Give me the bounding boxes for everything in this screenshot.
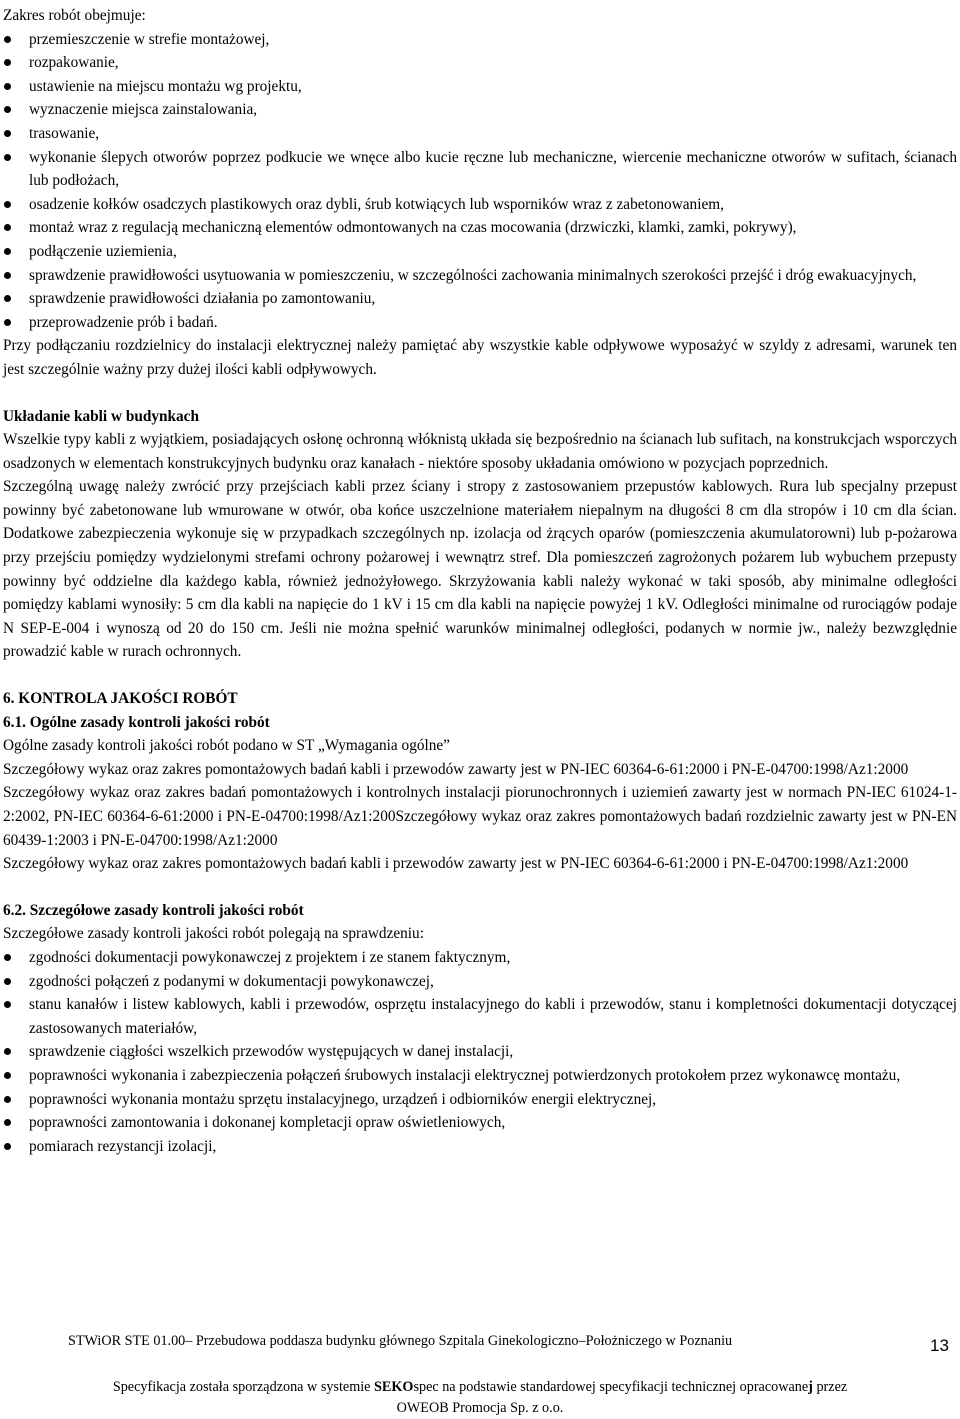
section-6-2-intro: Szczegółowe zasady kontroli jakości robót polegają na sprawdzeniu: xyxy=(3,925,424,943)
list-item: stanu kanałów i listew kablowych, kabli i przewodów, osprzętu instalacyjnego do kabli i przewodów, stanu i kompletności dokumentacji dotyczącej zastosowanych materiałów, xyxy=(3,993,957,1040)
list-item: zgodności połączeń z podanymi w dokumentacji powykonawczej, xyxy=(3,970,957,994)
list-item: montaż wraz z regulacją mechaniczną elementów odmontowanych na czas mocowania (drzwiczki, klamki, zamki, pokrywy), xyxy=(3,216,957,240)
list-item: przeprowadzenie prób i badań. xyxy=(3,311,957,335)
cables-paragraph-1: Wszelkie typy kabli z wyjątkiem, posiadających osłonę ochronną włóknistą układa się bezpośrednio na ścianach lub sufitach, na konstrukcjach wsporczych osadzonych w elementach konstrukcyjnych budynku oraz kanałach - niektóre sposoby układania omówiono w pozycjach poprzednich. xyxy=(3,431,957,472)
list-item: poprawności zamontowania i dokonanej kompletacji opraw oświetleniowych, xyxy=(3,1111,957,1135)
list-item: przemieszczenie w strefie montażowej, xyxy=(3,28,957,52)
footer-spec-letter: j xyxy=(808,1379,813,1395)
page-content xyxy=(3,4,957,1158)
list-item: podłączenie uziemienia, xyxy=(3,240,957,264)
list-item: wyznaczenie miejsca zainstalowania, xyxy=(3,98,957,122)
list-item: sprawdzenie prawidłowości działania po zamontowaniu, xyxy=(3,287,957,311)
list-item: trasowanie, xyxy=(3,122,957,146)
list-item: rozpakowanie, xyxy=(3,51,957,75)
spacer xyxy=(3,876,957,899)
spacer xyxy=(3,664,957,687)
list-item: osadzenie kołków osadczych plastikowych oraz dybli, śrub kotwiących lub wsporników wraz z zabetonowaniem, xyxy=(3,193,957,217)
spacer xyxy=(3,382,957,405)
cables-heading: Układanie kabli w budynkach xyxy=(3,407,199,425)
section-6-heading: 6. KONTROLA JAKOŚCI ROBÓT xyxy=(3,690,238,708)
footer-spec-line-1 xyxy=(0,1377,960,1398)
section-6-1-paragraph-1: Ogólne zasady kontroli jakości robót podano w ST „Wymagania ogólne” xyxy=(3,737,450,755)
list-item: zgodności dokumentacji powykonawczej z projektem i ze stanem faktycznym, xyxy=(3,946,957,970)
quality-check-list xyxy=(3,946,957,1158)
section-6-1-paragraph-2: Szczegółowy wykaz oraz zakres pomontażowych badań kabli i przewodów zawarty jest w PN-IEC 60364-6-61:2000 i PN-E-04700:1998/Az1:2000 xyxy=(3,760,909,778)
list-item: poprawności wykonania i zabezpieczenia połączeń śrubowych instalacji elektrycznej potwierdzonych protokołem przez wykonawcę montażu, xyxy=(3,1064,957,1088)
list-item: ustawienie na miejscu montażu wg projektu, xyxy=(3,75,957,99)
page-number: 13 xyxy=(930,1336,949,1355)
footer-specification-note xyxy=(0,1377,960,1419)
list-item: wykonanie ślepych otworów poprzez podkucie we wnęce albo kucie ręczne lub mechaniczne, wiercenie mechaniczne otworów w sufitach, ścianach lub podłożach, xyxy=(3,146,957,193)
footer-spec-prefix: Specyfikacja została sporządzona w systemie xyxy=(112,1379,375,1395)
footer-spec-line-2: OWEOB Promocja Sp. z o.o. xyxy=(396,1400,564,1416)
list-item: poprawności wykonania montażu sprzętu instalacyjnego, urządzeń i odbiorników energii elektrycznej, xyxy=(3,1088,957,1112)
list-item: pomiarach rezystancji izolacji, xyxy=(3,1135,957,1159)
cable-label-paragraph: Przy podłączaniu rozdzielnicy do instalacji elektrycznej należy pamiętać aby wszystkie kable odpływowe wyposażyć w szyldy z adresami, warunek ten jest szczególnie ważny przy dużej ilości kabli odpływowych. xyxy=(3,337,957,378)
section-6-1-heading: 6.1. Ogólne zasady kontroli jakości robót xyxy=(3,713,270,731)
cables-paragraph-2: Szczególną uwagę należy zwrócić przy przejściach kabli przez ściany i stropy z zastosowaniem przepustów kablowych. Rura lub specjalny przepust powinny być zabetonowane lub wmurowane w otwór, oba końce uszczelnione materiałem niepalnym na długości 8 cm dla stropów i 10 cm dla ścian. Dodatkowe zabezpieczenia wykonuje się w przypadkach szczególnych np. izolacja od żrących oparów (pomieszczenia akumulatorowni) lub p-pożarowa przy przejściu pomiędzy wydzielonymi strefami ochrony pożarowej i wewnątrz stref. Dla pomieszczeń zagrożonych pożarem lub wybuchem przepusty powinny być oddzielne dla każdego kabla, również jednożyłowego. Skrzyżowania kabli należy wykonać w taki sposób, aby minimalne odległości pomiędzy kablami wynosiły: 5 cm dla kabli na napięcie do 1 kV i 15 cm dla kabli na napięcie powyżej 1 kV. Odległości minimalne od rurociągów podaje N SEP-E-004 i wynoszą od 20 do 150 cm. Jeśli nie można spełnić warunków minimalnej odległości, podanych w normie jw., należy bezwzględnie prowadzić kable w rurach ochronnych. xyxy=(3,478,957,661)
list-item: sprawdzenie ciągłości wszelkich przewodów występujących w danej instalacji, xyxy=(3,1040,957,1064)
list-item: sprawdzenie prawidłowości usytuowania w pomieszczeniu, w szczególności zachowania minimalnych szerokości przejść i dróg ewakuacyjnych, xyxy=(3,264,957,288)
footer-spec-suffix: przez xyxy=(812,1379,848,1395)
footer-spec-middle: spec na podstawie standardowej specyfikacji technicznej opracowane xyxy=(413,1379,809,1395)
footer-document-title: STWiOR STE 01.00– Przebudowa poddasza budynku głównego Szpitala Ginekologiczno–Położniczego w Poznaniu xyxy=(68,1333,733,1349)
section-6-2-heading: 6.2. Szczegółowe zasady kontroli jakości robót xyxy=(3,901,304,919)
section-6-1-paragraph-3: Szczegółowy wykaz oraz zakres badań pomontażowych i kontrolnych instalacji piorunochronnych i uziemień zawarty jest w normach PN-IEC 61024-1-2:2002, PN-IEC 60364-6-61:2000 i PN-E-04700:1998/Az1:200Szczegółowy wykaz oraz zakres pomontażowych badań rozdzielnic zawarty jest w PN-EN 60439-1:2003 i PN-E-04700:1998/Az1:2000 xyxy=(3,784,957,849)
scope-heading: Zakres robót obejmuje: xyxy=(3,7,146,24)
scope-list xyxy=(3,28,957,335)
footer-spec-brand: SEKO xyxy=(374,1379,414,1395)
section-6-1-paragraph-4: Szczegółowy wykaz oraz zakres pomontażowych badań kabli i przewodów zawarty jest w PN-IEC 60364-6-61:2000 i PN-E-04700:1998/Az1:2000 xyxy=(3,855,909,873)
